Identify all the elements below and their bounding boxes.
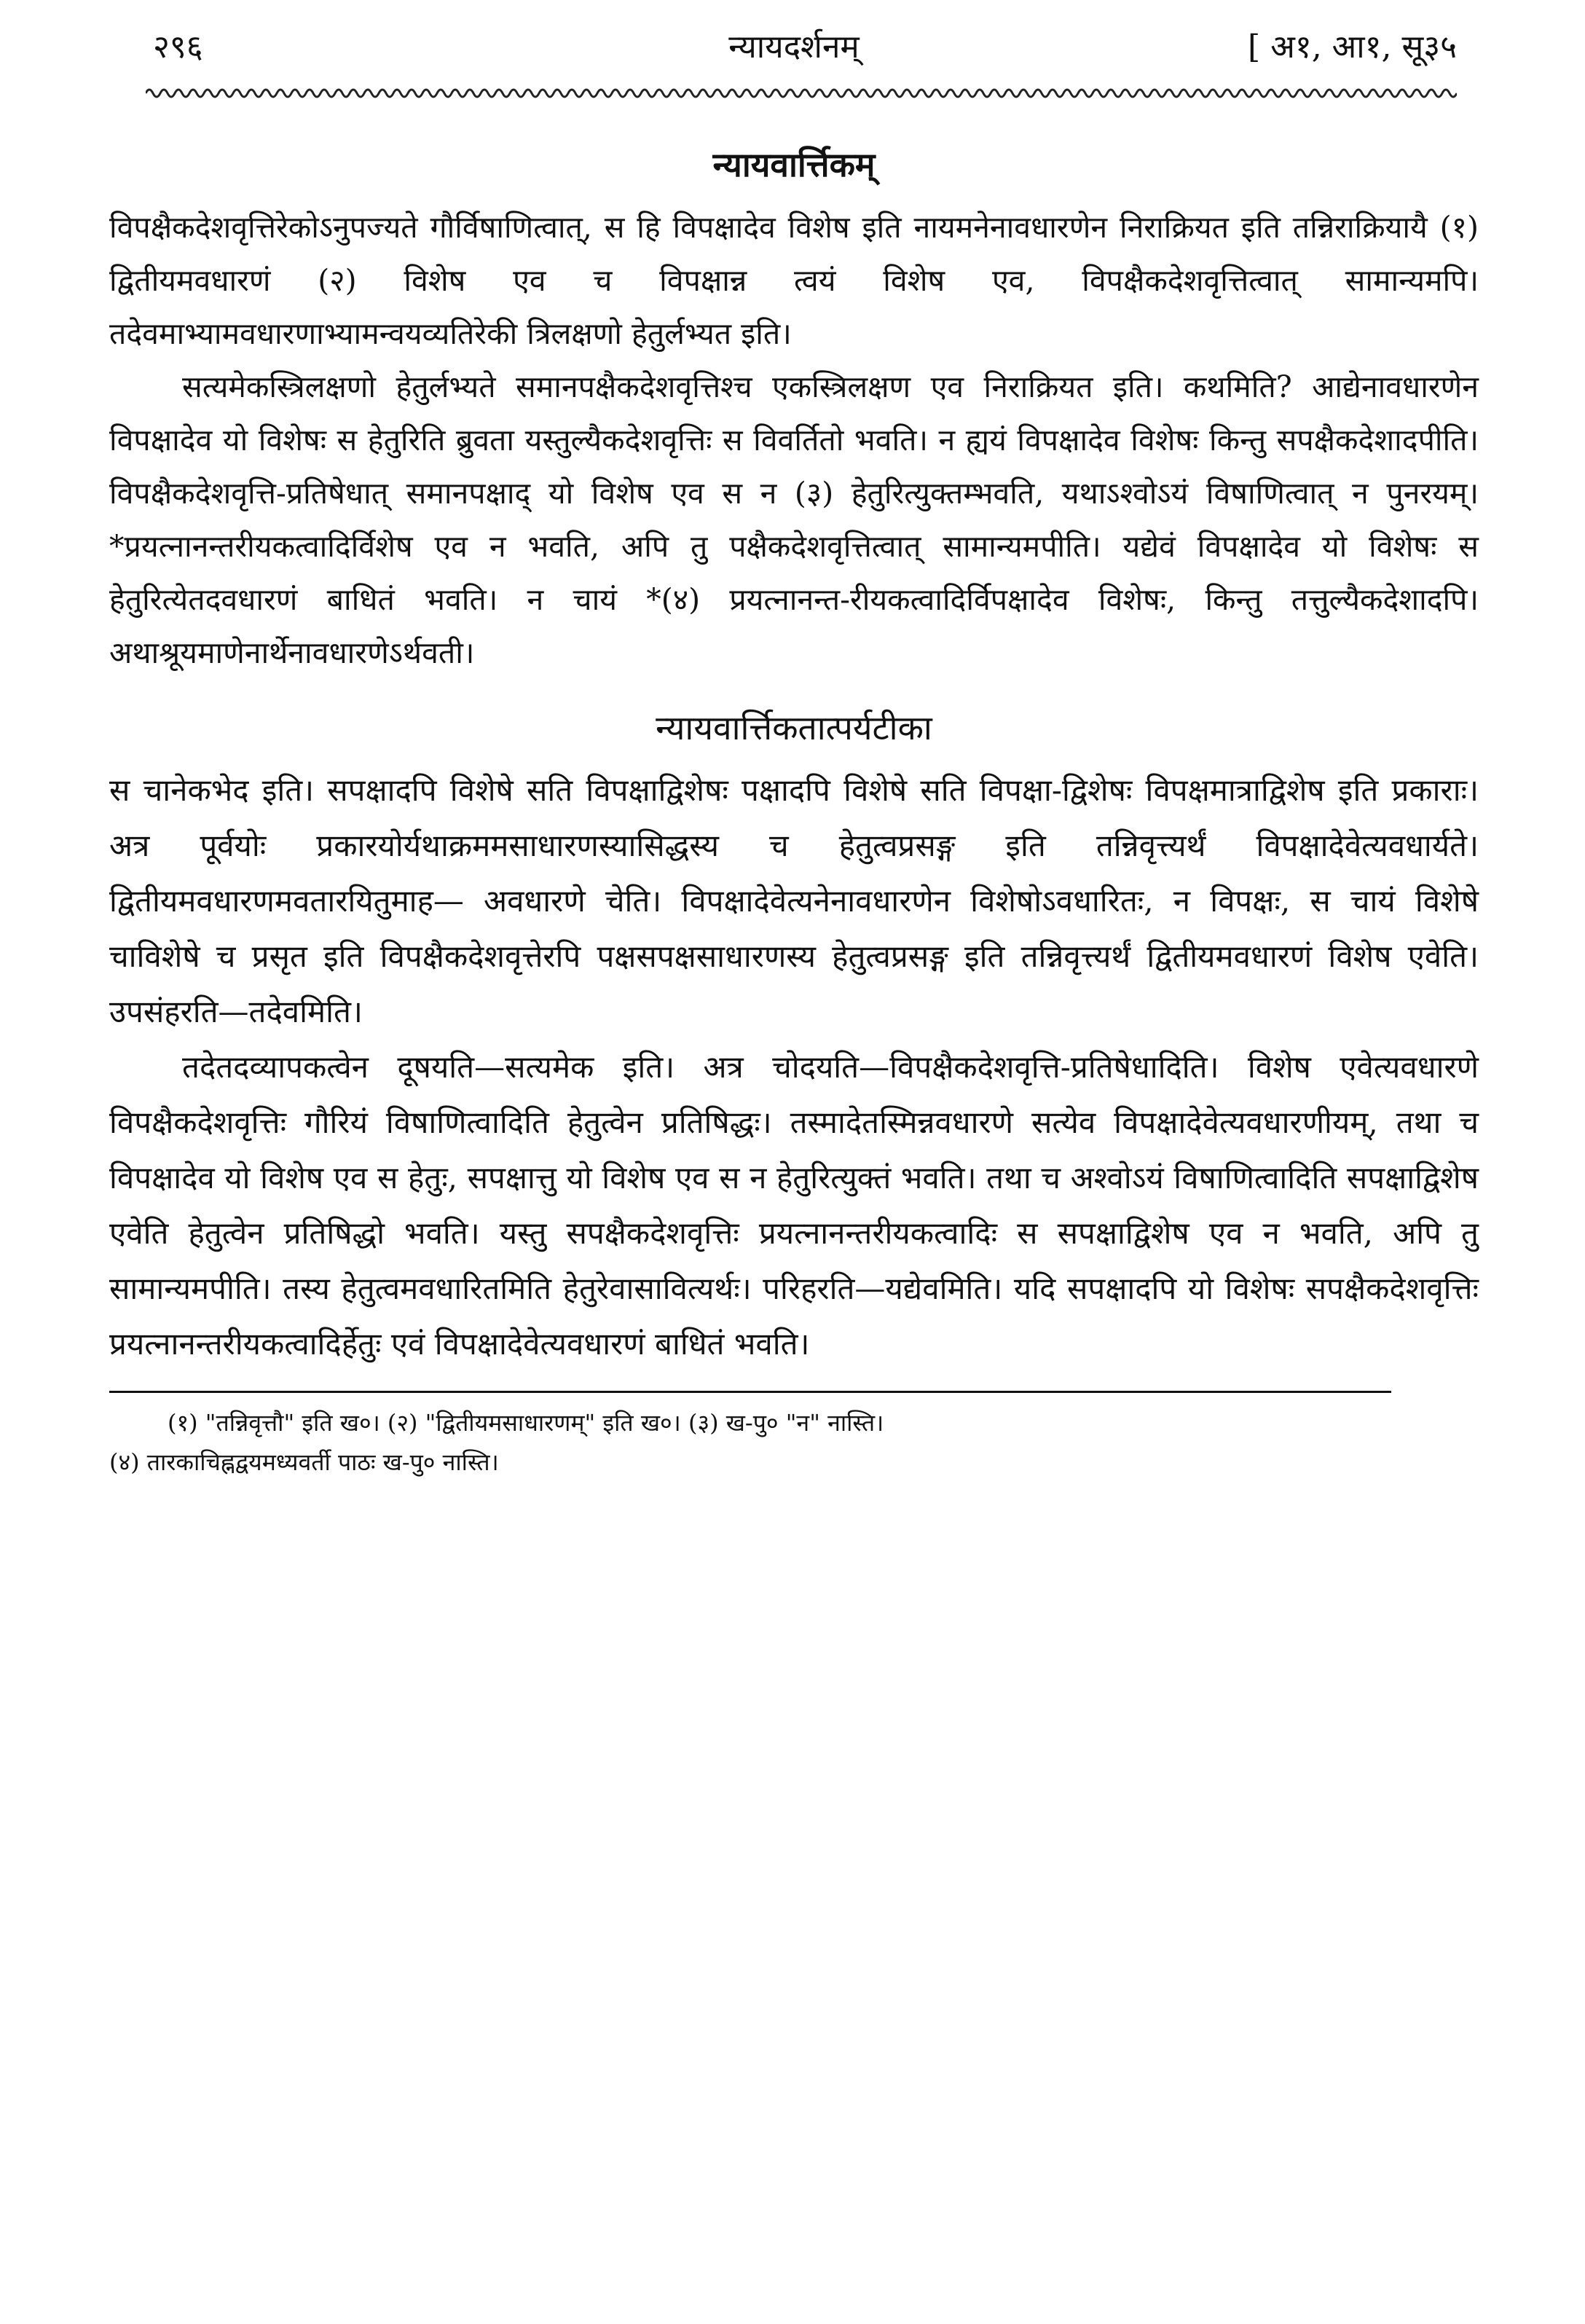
book-title: न्यायदर्शनम् [728, 28, 860, 66]
sutra-citation: [ अ१, आ१, सू३५ [1248, 28, 1457, 66]
footnote-divider [109, 1391, 1391, 1393]
footnote-line: (१) "तन्निवृत्तौ" इति ख०। (२) "द्वितीयमसाधारणम्" इति ख०। (३) ख-पु० "न" नास्ति। [168, 1409, 884, 1437]
tika-paragraph: स चानेकभेद इति। सपक्षादपि विशेषे सति विपक्षाद्विशेषः पक्षादपि विशेषे सति विपक्षा-द्विशेषः विपक्षमात्राद्विशेष इति प्रकाराः। अत्र पूर्वयोः प्रकारयोर्यथाक्रममसाधारणस्यासिद्धस्य च हेतुत्वप्रसङ्ग इति तन्निवृत्त्यर्थं विपक्षादेवेत्यवधार्यते। द्वितीयमवधारणमवतारयितुमाह— अवधारणे चेति। विपक्षादेवेत्यनेनावधारणेन विशेषोऽवधारितः, न विपक्षः, स चायं विशेषे चाविशेषे च प्रसृत इति विपक्षैकदेशवृत्तेरपि पक्षसपक्षसाधारणस्य हेतुत्वप्रसङ्ग इति तन्निवृत्त्यर्थं द्वितीयमवधारणं विशेष एवेति। उपसंहरति—तदेवमिति। [109, 772, 1479, 1029]
tika-heading: न्यायवार्त्तिकतात्पर्यटीका [656, 708, 932, 747]
page-number: २९६ [153, 28, 203, 66]
vartika-paragraph: विपक्षैकदेशवृत्तिरेकोऽनुपज्यते गौर्विषाणित्वात्, स हि विपक्षादेव विशेष इति नायमनेनावधारणेन निराक्रियत इति तन्निराक्रियायै (१) द्वितीयमवधारणं (२) विशेष एव च विपक्षान्न त्वयं विशेष एव, विपक्षैकदेशवृत्तित्वात् सामान्यमपि। तदेवमाभ्यामवधारणाभ्यामन्वयव्यतिरेकी त्रिलक्षणो हेतुर्लभ्यत इति। [109, 210, 1479, 351]
footnote-line: (४) तारकाचिह्नद्वयमध्यवर्ती पाठः ख-पु० नास्ति। [109, 1448, 499, 1476]
book-page [109, 22, 1479, 2295]
vartika-paragraph: सत्यमेकस्त्रिलक्षणो हेतुर्लभ्यते समानपक्षैकदेशवृत्तिश्च एकस्त्रिलक्षण एव निराक्रियत इति। कथमिति? आद्येनावधारणेन विपक्षादेव यो विशेषः स हेतुरिति ब्रुवता यस्तुल्यैकदेशवृत्तिः स विवर्तितो भवति। न ह्ययं विपक्षादेव विशेषः किन्तु सपक्षैकदेशादपीति। विपक्षैकदेशवृत्ति-प्रतिषेधात् समानपक्षाद् यो विशेष एव स न (३) हेतुरित्युक्तम्भवति, यथाऽश्वोऽयं विषाणित्वात् न पुनरयम्। *प्रयत्नानन्तरीयकत्वादिर्विशेष एव न भवति, अपि तु पक्षैकदेशवृत्तित्वात् सामान्यमपीति। यद्येवं विपक्षादेव यो विशेषः स हेतुरित्येतदवधारणं बाधितं भवति। न चायं *(४) प्रयत्नानन्त-रीयकत्वादिर्विपक्षादेव विशेषः, किन्तु तत्तुल्यैकदेशादपि। अथाश्रूयमाणेनार्थेनावधारणेऽर्थवती। [109, 369, 1479, 670]
wavy-divider [146, 85, 1457, 102]
running-header [109, 22, 1479, 73]
tika-paragraph: तदेतदव्यापकत्वेन दूषयति—सत्यमेक इति। अत्र चोदयति—विपक्षैकदेशवृत्ति-प्रतिषेधादिति। विशेष एवेत्यवधारणे विपक्षैकदेशवृत्तिः गौरियं विषाणित्वादिति हेतुत्वेन प्रतिषिद्धः। तस्मादेतस्मिन्नवधारणे सत्येव विपक्षादेवेत्यवधारणीयम्, तथा च विपक्षादेव यो विशेष एव स हेतुः, सपक्षात्तु यो विशेष एव स न हेतुरित्युक्तं भवति। तथा च अश्वोऽयं विषाणित्वादिति सपक्षाद्विशेष एवेति हेतुत्वेन प्रतिषिद्धो भवति। यस्तु सपक्षैकदेशवृत्तिः प्रयत्नानन्तरीयकत्वादिः स सपक्षाद्विशेष एव न भवति, अपि तु सामान्यमपीति। तस्य हेतुत्वमवधारितमिति हेतुरेवासावित्यर्थः। परिहरति—यद्येवमिति। यदि सपक्षादपि यो विशेषः सपक्षैकदेशवृत्तिः प्रयत्नानन्तरीयकत्वादिर्हेतुः एवं विपक्षादेवेत्यवधारणं बाधितं भवति। [109, 1049, 1479, 1362]
vartika-heading: न्यायवार्त्तिकम् [712, 145, 876, 184]
